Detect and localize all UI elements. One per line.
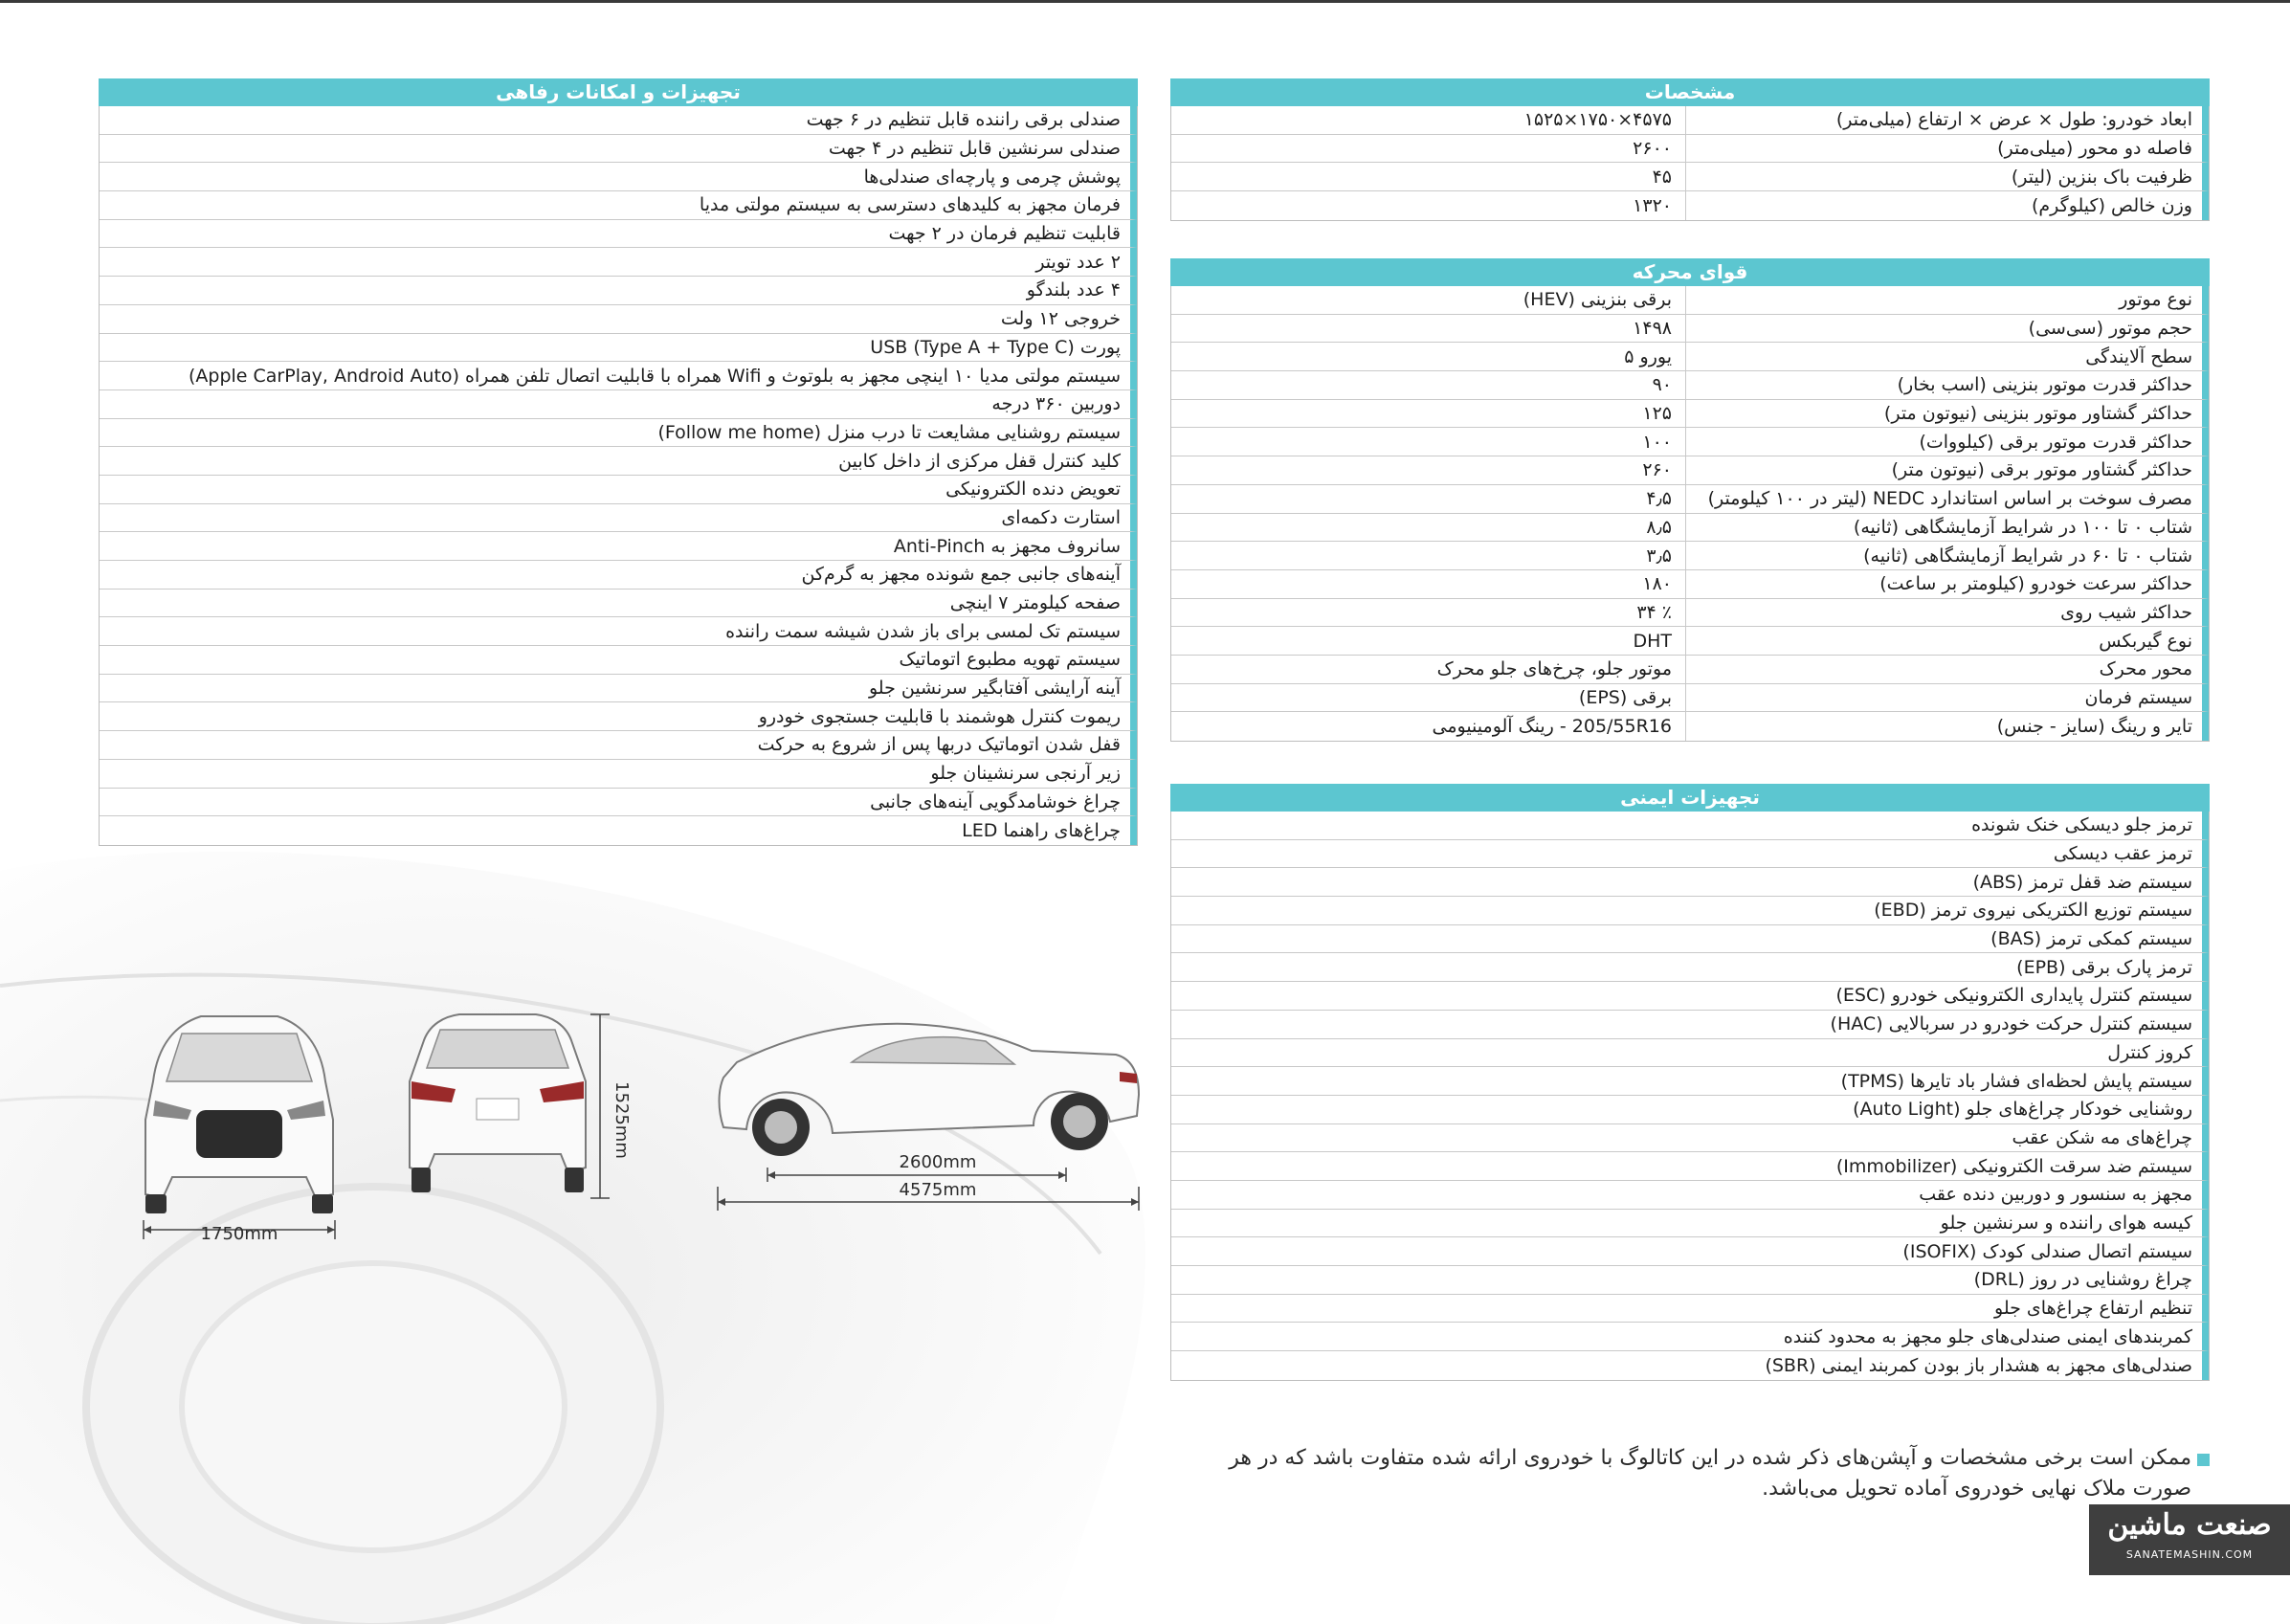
equipment-item-text: تعویض دنده الکترونیکی [945,478,1121,501]
safety-item-text: سیستم ضد قفل ترمز (ABS) [1972,871,2192,893]
powertrain-row [1171,456,2209,485]
logo-persian-text: صنعت ماشین [2107,1508,2272,1542]
car-front-view [144,1016,335,1239]
width-dimension-label: 1750mm [200,1224,278,1244]
equipment-item-text: ۲ عدد تویتر [1035,251,1121,273]
equipment-item-text: سیستم تهویه مطبوع اتوماتیک [899,649,1121,671]
safety-item [1171,1181,2209,1210]
powertrain-row-value: ۸٫۵ [1646,516,1672,538]
spec-row-value: ۴۵ [1652,166,1672,188]
safety-item-text: سیستم توزیع الکتریکی نیروی ترمز (EBD) [1874,900,2192,922]
powertrain-row [1171,599,2209,628]
powertrain-row [1171,428,2209,456]
safety-panel [1170,784,2210,1381]
spec-row-value: ۲۶۰۰ [1633,138,1672,160]
powertrain-row-value: ۱۰۰ [1642,431,1672,453]
equipment-item-text: چراغ خوشامدگویی آینه‌های جانبی [870,790,1121,812]
logo-latin-text: SANATEMASHIN.COM [2125,1548,2254,1561]
powertrain-row-label: حداکثر گشتاور موتور برقی (نیوتون متر) [1685,456,2202,484]
safety-item [1171,953,2209,982]
safety-item [1171,1039,2209,1068]
powertrain-row [1171,315,2209,344]
powertrain-row-label: حداکثر شیب روی [1685,599,2202,627]
safety-item-text: تنظیم ارتفاع چراغ‌های جلو [1994,1298,2192,1320]
safety-item-text: کیسه هوای راننده و سرنشین جلو [1940,1212,2192,1234]
equipment-item [100,390,1137,419]
equipment-item-text: ریموت کنترل هوشمند با قابلیت جستجوی خودرو [758,705,1121,727]
safety-item [1171,1096,2209,1124]
specifications-panel [1170,78,2210,221]
sanatemashin-logo [2089,1504,2290,1575]
equipment-item-text: آینه آرایشی آفتابگیر سرنشین جلو [868,678,1121,700]
safety-panel-title: تجهیزات ایمنی [1170,784,2210,812]
equipment-item [100,617,1137,646]
safety-item-text: ترمز عقب دیسکی [2053,843,2192,865]
spec-row-label: فاصله دو محور (میلی‌متر) [1685,135,2202,163]
spec-row-label: ابعاد خودرو: طول × عرض × ارتفاع (میلی‌متر) [1685,106,2202,134]
powertrain-row-value: برقی بنزینی (HEV) [1523,289,1672,311]
powertrain-row-value: ۱۲۵ [1642,403,1672,425]
car-side-view [720,1024,1140,1156]
equipment-item [100,248,1137,277]
car-rear-view [410,1014,586,1192]
safety-item-text: روشنایی خودکار چراغ‌های جلو (Auto Light) [1853,1099,2192,1121]
powertrain-row-label: مصرف سوخت بر اساس استاندارد NEDC (لیتر در ۱۰۰ کیلومتر) [1685,485,2202,513]
spec-row [1171,135,2209,164]
equipment-item [100,532,1137,561]
powertrain-row-label: سطح آلایندگی [1685,343,2202,370]
powertrain-row-label: شتاب ۰ تا ۶۰ در شرایط آزمایشگاهی (ثانیه) [1685,542,2202,569]
safety-item [1171,982,2209,1011]
powertrain-row [1171,400,2209,429]
safety-item-text: سیستم پایش لحظه‌ای فشار باد تایرها (TPMS) [1840,1070,2192,1092]
top-border-line [0,0,2290,3]
equipment-item-text: کلید کنترل قفل مرکزی از داخل کابین [838,450,1121,472]
powertrain-row-label: حجم موتور (سی‌سی) [1685,315,2202,343]
powertrain-row-label: نوع موتور [1685,286,2202,314]
spec-row [1171,163,2209,191]
powertrain-row-label: نوع گیربکس [1685,627,2202,655]
equipment-item-text: صفحه کیلومتر ۷ اینچی [949,592,1121,614]
safety-item [1171,812,2209,840]
powertrain-row-label: تایر و رینگ (سایز - جنس) [1685,712,2202,741]
powertrain-row [1171,627,2209,656]
powertrain-row [1171,684,2209,713]
powertrain-row-label: حداکثر قدرت موتور برقی (کیلووات) [1685,428,2202,456]
equipment-item [100,561,1137,590]
safety-item [1171,1124,2209,1153]
equipment-item [100,277,1137,305]
equipment-item [100,590,1137,618]
safety-item [1171,1237,2209,1266]
equipment-item-text: سیستم تک لمسی برای باز شدن شیشه سمت راننده [725,620,1121,642]
safety-item [1171,1152,2209,1181]
powertrain-row-label: شتاب ۰ تا ۱۰۰ در شرایط آزمایشگاهی (ثانیه) [1685,514,2202,542]
equipment-item-text: قابلیت تنظیم فرمان در ۲ جهت [888,223,1121,245]
equipment-item [100,191,1137,220]
powertrain-row [1171,570,2209,599]
equipment-item-text: صندلی برقی راننده قابل تنظیم در ۶ جهت [806,109,1121,131]
specifications-table [1170,106,2210,221]
equipment-item-text: صندلی سرنشین قابل تنظیم در ۴ جهت [828,138,1121,160]
safety-item-text: کمربندهای ایمنی صندلی‌های جلو مجهز به محدود کننده [1783,1325,2192,1347]
equipment-item-text: استارت دکمه‌ای [1001,506,1121,528]
equipment-item [100,760,1137,789]
powertrain-row-value: ۹۰ [1652,374,1672,396]
equipment-item-text: آینه‌های جانبی جمع شونده مجهز به گرم‌کن [801,564,1121,586]
safety-item [1171,1266,2209,1295]
equipment-item [100,362,1137,390]
equipment-panel-title: تجهیزات و امکانات رفاهی [99,78,1138,106]
safety-item [1171,897,2209,925]
powertrain-row [1171,286,2209,315]
powertrain-row [1171,542,2209,570]
powertrain-row-label: محور محرک [1685,656,2202,683]
safety-item-text: صندلی‌های مجهز به هشدار باز بودن کمربند ایمنی (SBR) [1765,1354,2192,1376]
safety-item-text: سیستم ضد سرقت الکترونیکی (Immobilizer) [1835,1155,2192,1177]
powertrain-row-value: ۱۴۹۸ [1633,318,1672,340]
equipment-item-text: پوشش چرمی و پارچه‌ای صندلی‌ها [863,166,1121,188]
safety-item-text: سیستم کنترل حرکت خودرو در سربالایی (HAC) [1830,1013,2192,1035]
car-dimension-drawings [124,976,1148,1263]
spec-row-value: ۴۵۷۵×۱۷۵۰×۱۵۲۵ [1523,109,1672,131]
equipment-item [100,447,1137,476]
powertrain-row-value: ۱۸۰ [1642,573,1672,595]
powertrain-row-value: ۴٫۵ [1646,488,1672,510]
equipment-item [100,419,1137,448]
powertrain-row-value: ۲۶۰ [1642,459,1672,481]
safety-item [1171,1011,2209,1039]
powertrain-row [1171,343,2209,371]
powertrain-panel-title: قوای محرکه [1170,258,2210,286]
powertrain-row-value: DHT [1633,630,1672,652]
equipment-item-text: زیر آرنجی سرنشینان جلو [930,763,1121,785]
equipment-item-text: سیستم مولتی مدیا ۱۰ اینچی مجهز به بلوتوث و Wifi همراه با قابلیت اتصال تلفن همراه (Apple CarPlay, Android Auto) [188,365,1121,387]
safety-item [1171,1067,2209,1096]
wheelbase-dimension-label: 2600mm [899,1152,977,1172]
safety-item-text: چراغ‌های مه شکن عقب [2012,1126,2192,1148]
equipment-item-text: سیستم روشنایی مشایعت تا درب منزل (Follow me home) [657,421,1121,443]
equipment-item-text: پورت USB (Type A + Type C) [870,336,1121,358]
equipment-item-text: خروجی ۱۲ ولت [1000,308,1121,330]
powertrain-row [1171,712,2209,741]
equipment-item [100,305,1137,334]
powertrain-row [1171,485,2209,514]
safety-item-text: مجهز به سنسور و دوربین دنده عقب [1919,1184,2192,1206]
powertrain-panel [1170,258,2210,742]
safety-list [1170,812,2210,1381]
equipment-item [100,816,1137,845]
safety-item-text: ترمز جلو دیسکی خنک شونده [1971,814,2192,836]
powertrain-row-label: سیستم فرمان [1685,684,2202,712]
powertrain-row-label: حداکثر قدرت موتور بنزینی (اسب بخار) [1685,371,2202,399]
specifications-panel-title: مشخصات [1170,78,2210,106]
powertrain-row-value: ۳٫۵ [1646,545,1672,567]
equipment-item [100,135,1137,164]
powertrain-row-value: برقی (EPS) [1578,686,1672,708]
equipment-item-text: چراغ‌های راهنما LED [962,820,1121,842]
height-dimension-label: 1525mm [611,1081,632,1159]
safety-item [1171,1351,2209,1380]
powertrain-row-label: حداکثر گشتاور موتور بنزینی (نیوتون متر) [1685,400,2202,428]
equipment-item [100,789,1137,817]
safety-item [1171,1210,2209,1238]
equipment-item [100,163,1137,191]
spec-row-value: ۱۳۲۰ [1633,194,1672,216]
safety-item [1171,868,2209,897]
equipment-item [100,220,1137,249]
note-bullet-icon [2197,1454,2210,1466]
spec-row-label: ظرفیت باک بنزین (لیتر) [1685,163,2202,190]
equipment-list [99,106,1138,846]
equipment-item [100,334,1137,363]
powertrain-row-value: موتور جلو، چرخ‌های جلو محرک [1436,658,1672,680]
safety-item [1171,840,2209,869]
disclaimer-note: ممکن است برخی مشخصات و آپشن‌های ذکر شده در این کاتالوگ با خودروی ارائه شده متفاوت باشد که در هر صورت ملاک نهایی خودروی آماده تحویل می‌باشد. [1229,1446,2191,1501]
safety-item [1171,925,2209,954]
equipment-item-text: ۴ عدد بلندگو [1026,279,1121,301]
equipment-item-text: دوربین ۳۶۰ درجه [991,393,1121,415]
powertrain-row-value: یورو ۵ [1624,345,1672,367]
powertrain-row-value: 205/55R16 - رینگ آلومینیومی [1432,716,1672,738]
powertrain-table [1170,286,2210,742]
equipment-item-text: قفل شدن اتوماتیک دربها پس از شروع به حرکت [757,734,1121,756]
safety-item-text: سیستم اتصال صندلی کودک (ISOFIX) [1902,1240,2192,1262]
equipment-item [100,731,1137,760]
safety-item-text: سیستم کمکی ترمز (BAS) [1990,928,2192,950]
length-dimension-label: 4575mm [899,1180,977,1200]
safety-item [1171,1323,2209,1351]
equipment-item-text: سانروف مجهز به Anti-Pinch [893,535,1121,557]
powertrain-row-value: ٪ ۳۴ [1636,601,1672,623]
equipment-panel [99,78,1138,846]
equipment-item [100,504,1137,533]
safety-item [1171,1295,2209,1324]
safety-item-text: سیستم کنترل پایداری الکترونیکی خودرو (ESC) [1835,985,2192,1007]
powertrain-row [1171,656,2209,684]
equipment-item [100,476,1137,504]
safety-item-text: ترمز پارک برقی (EPB) [2016,956,2192,978]
equipment-item-text: فرمان مجهز به کلیدهای دسترسی به سیستم مولتی مدیا [699,194,1121,216]
spec-row [1171,191,2209,220]
equipment-item [100,646,1137,675]
spec-row [1171,106,2209,135]
equipment-item [100,106,1137,135]
powertrain-row-label: حداکثر سرعت خودرو (کیلومتر بر ساعت) [1685,570,2202,598]
equipment-item [100,675,1137,703]
equipment-item [100,702,1137,731]
powertrain-row [1171,514,2209,543]
spec-row-label: وزن خالص (کیلوگرم) [1685,191,2202,220]
safety-item-text: کروز کنترل [2107,1041,2192,1063]
powertrain-row [1171,371,2209,400]
safety-item-text: چراغ روشنایی در روز (DRL) [1973,1269,2192,1291]
